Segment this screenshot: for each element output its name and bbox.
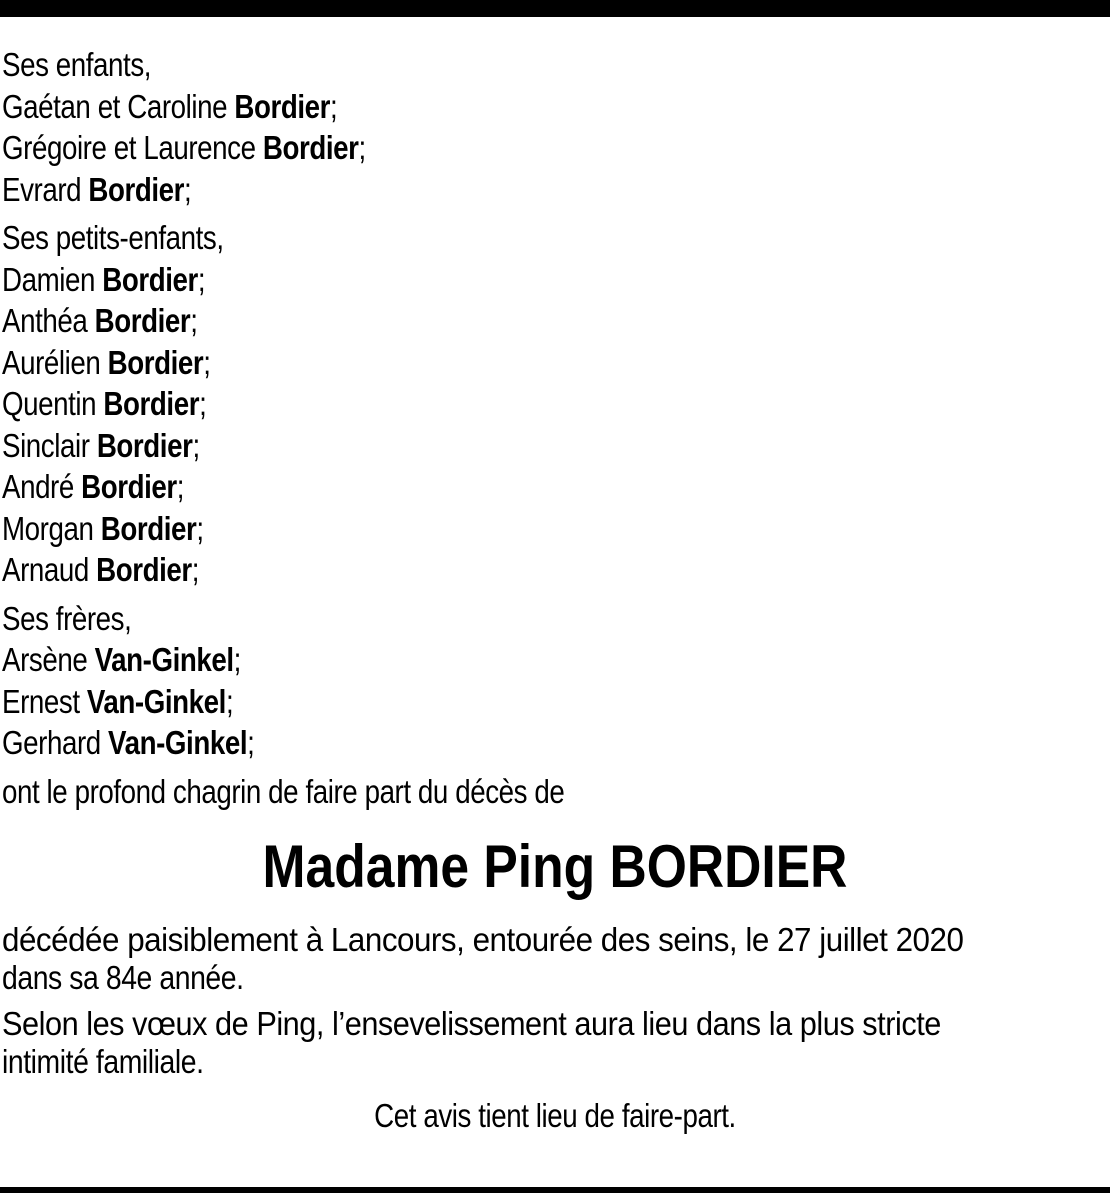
entry-separator: ; — [233, 641, 241, 678]
grandchild-last-name: Bordier — [107, 343, 204, 381]
entry-separator: ; — [199, 385, 207, 422]
grandchild-entry — [2, 508, 931, 550]
entry-separator: ; — [330, 87, 338, 125]
grandchild-first-name: Damien — [2, 260, 103, 298]
grandchild-entry — [2, 425, 931, 467]
entry-separator: ; — [247, 724, 255, 761]
grandchild-last-name: Bordier — [102, 260, 198, 298]
closing-notice: Cet avis tient lieu de faire-part. — [374, 1096, 736, 1134]
grandchildren-section — [2, 217, 1108, 591]
top-rule — [0, 0, 1110, 17]
death-paragraph — [2, 921, 1108, 997]
grandchild-entry — [2, 300, 931, 342]
wishes-paragraph — [2, 1005, 1108, 1081]
grandchild-first-name: André — [2, 468, 82, 505]
child-first-name: Grégoire et Laurence — [2, 129, 263, 166]
child-entry — [2, 127, 931, 169]
grandchild-last-name: Bordier — [96, 426, 193, 464]
child-entry — [2, 86, 931, 128]
entry-separator: ; — [192, 426, 200, 464]
grandchild-entry — [2, 259, 931, 301]
child-last-name: Bordier — [88, 170, 185, 208]
entry-separator: ; — [176, 468, 185, 505]
grandchild-last-name: Bordier — [96, 551, 192, 588]
child-first-name: Evrard — [2, 170, 89, 208]
grandchild-entry — [2, 342, 931, 384]
entry-separator: ; — [191, 551, 200, 588]
grandchild-first-name: Anthéa — [2, 302, 95, 339]
brother-last-name: Van-Ginkel — [86, 682, 226, 720]
deceased-name: Madame Ping BORDIER — [262, 832, 848, 900]
child-first-name: Gaétan et Caroline — [2, 87, 235, 125]
brother-last-name: Van-Ginkel — [94, 641, 234, 678]
brother-entry — [2, 639, 931, 681]
brothers-heading: Ses frères, — [2, 599, 132, 637]
child-last-name: Bordier — [234, 87, 331, 125]
wishes-paragraph-line: intimité familiale. — [2, 1042, 204, 1080]
brother-first-name: Ernest — [2, 682, 87, 720]
grandchild-last-name: Bordier — [94, 302, 191, 339]
grandchild-first-name: Morgan — [2, 509, 101, 547]
brother-entry — [2, 722, 931, 764]
grandchildren-heading: Ses petits-enfants, — [2, 219, 224, 256]
brother-first-name: Gerhard — [2, 724, 109, 761]
brother-entry — [2, 681, 931, 723]
brother-last-name: Van-Ginkel — [108, 724, 248, 761]
entry-separator: ; — [358, 129, 366, 166]
grandchild-first-name: Quentin — [2, 385, 104, 422]
grandchild-first-name: Arnaud — [2, 551, 97, 588]
grandchild-first-name: Aurélien — [2, 343, 108, 381]
child-last-name: Bordier — [262, 129, 359, 166]
grandchild-last-name: Bordier — [100, 509, 197, 547]
children-heading: Ses enfants, — [2, 46, 152, 83]
announcement-text: ont le profond chagrin de faire part du décès de — [2, 772, 565, 810]
children-section — [2, 44, 1108, 210]
grandchild-last-name: Bordier — [81, 468, 177, 505]
grandchild-entry — [2, 383, 931, 425]
grandchild-entry — [2, 466, 931, 508]
grandchild-entry — [2, 549, 931, 591]
entry-separator: ; — [225, 682, 234, 720]
wishes-paragraph-line: Selon les vœux de Ping, l’ensevelissement aura lieu dans la plus stricte — [2, 1004, 941, 1042]
entry-separator: ; — [184, 170, 192, 208]
entry-separator: ; — [196, 509, 204, 547]
entry-separator: ; — [190, 302, 198, 339]
grandchild-first-name: Sinclair — [2, 426, 97, 464]
grandchild-last-name: Bordier — [103, 385, 200, 422]
death-paragraph-line: décédée paisiblement à Lancours, entourée des seins, le 27 juillet 2020 — [2, 920, 964, 958]
brothers-section — [2, 598, 1108, 764]
child-entry — [2, 169, 931, 211]
bottom-rule — [0, 1187, 1110, 1193]
death-paragraph-line: dans sa 84e année. — [2, 958, 244, 996]
entry-separator: ; — [197, 260, 206, 298]
entry-separator: ; — [203, 343, 211, 381]
brother-first-name: Arsène — [2, 641, 95, 678]
obituary-body — [2, 44, 1108, 1137]
